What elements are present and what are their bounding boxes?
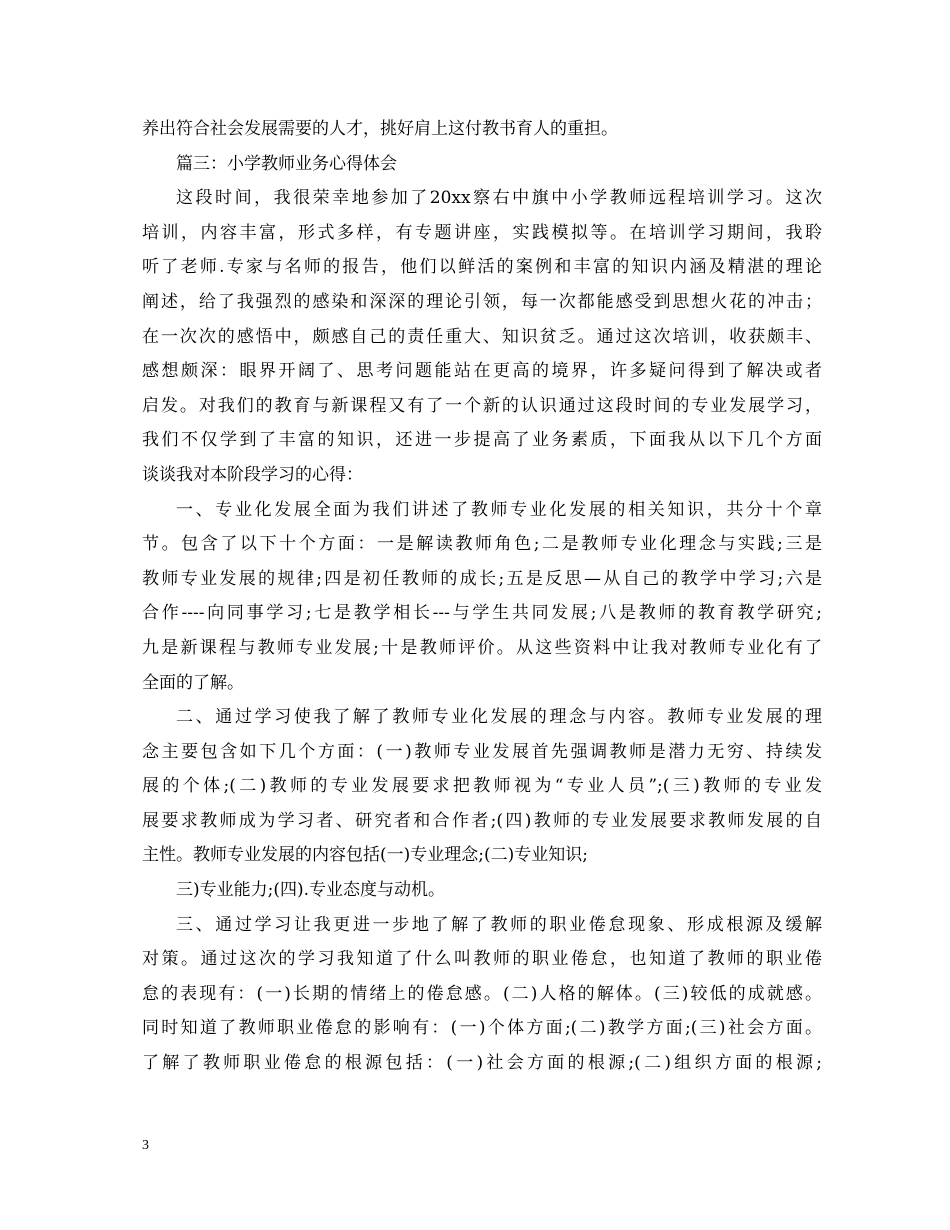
text-line: 三)专业能力;(四).专业态度与动机。: [176, 880, 446, 901]
text-line: 我们不仅学到了丰富的知识，还进一步提高了业务素质，下面我从以下几个方面: [142, 430, 822, 451]
text-line: 感想颇深：眼界开阔了、思考问题能站在更高的境界，许多疑问得到了解决或者: [142, 361, 822, 382]
text-line: 同时知道了教师职业倦怠的影响有：(一)个体方面;(二)教学方面;(三)社会方面。: [142, 1018, 822, 1039]
text-line: 展的个体;(二)教师的专业发展要求把教师视为“专业人员”;(三)教师的专业发: [142, 776, 822, 797]
text-line: 三、通过学习让我更进一步地了解了教师的职业倦怠现象、形成根源及缓解: [176, 914, 822, 935]
text-line: 了解了教师职业倦怠的根源包括：(一)社会方面的根源;(二)组织方面的根源;: [142, 1053, 822, 1074]
text-line: 在一次次的感悟中，颇感自己的责任重大、知识贫乏。通过这次培训，收获颇丰、: [142, 326, 822, 347]
text-line: 篇三：小学教师业务心得体会: [176, 153, 397, 174]
text-line: 这段时间，我很荣幸地参加了20xx察右中旗中小学教师远程培训学习。这次: [176, 188, 822, 209]
text-line: 怠的表现有：(一)长期的情绪上的倦怠感。(二)人格的解体。(三)较低的成就感。: [142, 983, 822, 1004]
text-line: 启发。对我们的教育与新课程又有了一个新的认识通过这段时间的专业发展学习，: [142, 395, 822, 416]
text-line: 念主要包含如下几个方面：(一)教师专业发展首先强调教师是潜力无穷、持续发: [142, 741, 822, 762]
page-number: 3: [142, 1138, 149, 1153]
text-line: 教师专业发展的规律;四是初任教师的成长;五是反思—从自己的教学中学习;六是: [142, 568, 822, 589]
text-line: 培训，内容丰富，形式多样，有专题讲座，实践模拟等。在培训学习期间，我聆: [142, 222, 822, 243]
text-line: 听了老师.专家与名师的报告，他们以鲜活的案例和丰富的知识内涵及精湛的理论: [142, 257, 822, 278]
text-line: 养出符合社会发展需要的人才，挑好肩上这付教书育人的重担。: [142, 119, 618, 139]
text-line: 展要求教师成为学习者、研究者和合作者;(四)教师的专业发展要求教师发展的自: [142, 810, 822, 831]
text-line: 二、通过学习使我了解了教师专业化发展的理念与内容。教师专业发展的理: [176, 707, 822, 728]
text-line: 对策。通过这次的学习我知道了什么叫教师的职业倦怠，也知道了教师的职业倦: [142, 949, 822, 970]
text-line: 阐述，给了我强烈的感染和深深的理论引领，每一次都能感受到思想火花的冲击；: [142, 291, 822, 312]
text-line: 一、专业化发展全面为我们讲述了教师专业化发展的相关知识，共分十个章: [176, 499, 822, 520]
text-line: 全面的了解。: [142, 672, 244, 693]
text-line: 谈谈我对本阶段学习的心得：: [142, 464, 363, 485]
text-line: 合作----向同事学习;七是教学相长---与学生共同发展;八是教师的教育教学研究;: [142, 603, 822, 624]
text-line: 主性。教师专业发展的内容包括(一)专业理念;(二)专业知识;: [142, 845, 588, 866]
document-body: [142, 112, 822, 1081]
text-line: 节。包含了以下十个方面：一是解读教师角色;二是教师专业化理念与实践;三是: [142, 534, 822, 555]
text-line: 九是新课程与教师专业发展;十是教师评价。从这些资料中让我对教师专业化有了: [142, 637, 822, 658]
